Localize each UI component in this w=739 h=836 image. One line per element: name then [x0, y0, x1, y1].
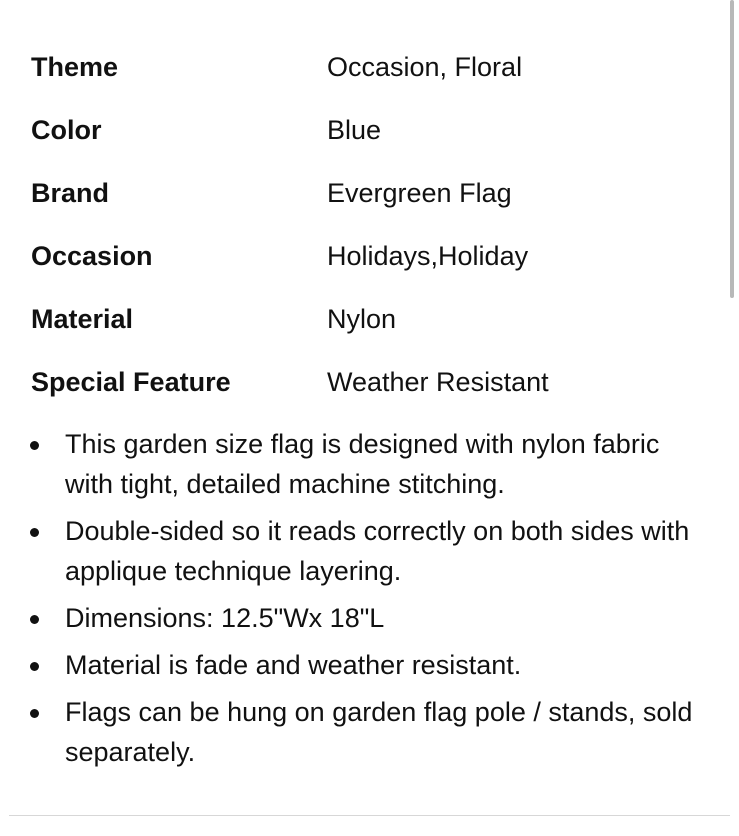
feature-bullet	[30, 424, 710, 504]
spec-row-material	[31, 288, 711, 351]
bullet-dot-icon	[30, 424, 65, 450]
feature-text: Double-sided so it reads correctly on both sides with applique technique layering.	[65, 516, 690, 586]
spec-label: Brand	[31, 178, 110, 208]
spec-label: Material	[31, 304, 134, 334]
bullet-dot-icon	[30, 511, 65, 537]
spec-row-color	[31, 99, 711, 162]
feature-bullet	[30, 511, 710, 591]
feature-bullet	[30, 598, 710, 638]
feature-bullet	[30, 692, 710, 772]
spec-value: Nylon	[327, 304, 397, 334]
spec-value: Weather Resistant	[327, 367, 549, 397]
spec-value: Evergreen Flag	[327, 178, 512, 208]
spec-label: Color	[31, 115, 102, 145]
spec-label: Occasion	[31, 241, 153, 271]
spec-value: Occasion, Floral	[327, 52, 523, 82]
spec-label: Special Feature	[31, 367, 231, 397]
feature-bullet	[30, 645, 710, 685]
spec-value: Blue	[327, 115, 382, 145]
feature-text: Flags can be hung on garden flag pole / stands, sold separately.	[65, 697, 693, 767]
bullet-dot-icon	[30, 692, 65, 718]
spec-value: Holidays,Holiday	[327, 241, 529, 271]
feature-text: Dimensions: 12.5"Wx 18"L	[65, 603, 385, 633]
spec-row-occasion	[31, 225, 711, 288]
bullet-dot-icon	[30, 598, 65, 624]
feature-bullet-list	[30, 424, 710, 779]
feature-text: Material is fade and weather resistant.	[65, 650, 522, 680]
spec-row-special-feature	[31, 351, 711, 414]
feature-text: This garden size flag is designed with nylon fabric with tight, detailed machine stitching.	[65, 429, 660, 499]
product-specifications-table	[31, 36, 711, 414]
spec-row-brand	[31, 162, 711, 225]
bullet-dot-icon	[30, 645, 65, 671]
spec-row-theme	[31, 36, 711, 99]
scrollbar-thumb[interactable]	[730, 0, 734, 298]
section-divider	[9, 815, 730, 816]
spec-label: Theme	[31, 52, 119, 82]
